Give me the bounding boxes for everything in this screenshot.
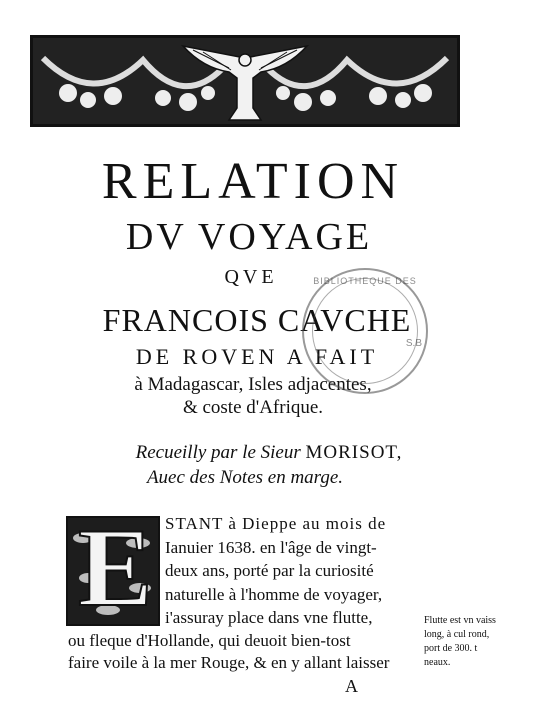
title-line-4: FRANCOIS CAVCHE — [102, 302, 412, 338]
body-line-7: faire voile à la mer Rouge, & en y allant laisser — [68, 653, 390, 672]
body-line-2: Ianuier 1638. en l'âge de vingt- — [165, 538, 377, 557]
byline-author: MORISOT, — [305, 442, 403, 463]
margin-note-line-1: Flutte est vn vaiss — [424, 615, 496, 626]
title-line-5: DE ROVEN A FAIT — [135, 344, 379, 369]
body-line-4: naturelle à l'homme de voyager, — [165, 585, 383, 604]
title-line-3: QVE — [224, 266, 278, 288]
stamp-side-text: S.B — [405, 338, 422, 349]
byline-2: Auec des Notes en marge. — [146, 467, 344, 488]
body-line-6: ou fleque d'Hollande, qui deuoit bien-tost — [68, 631, 351, 650]
margin-note-line-2: long, à cul rond, — [424, 629, 490, 640]
drop-cap-letter: E — [78, 516, 153, 626]
stamp-inner-ring — [312, 278, 418, 384]
margin-note-line-3: port de 300. t — [424, 643, 478, 654]
byline-italic: Recueilly par le Sieur — [135, 442, 301, 463]
signature-mark: A — [345, 676, 358, 696]
library-stamp — [302, 268, 428, 394]
body-line-3: deux ans, porté par la curiosité — [165, 561, 374, 580]
byline-1 — [24, 442, 514, 464]
stamp-text: BIBLIOTHEQUE DES — [313, 276, 417, 286]
eagle-garland-ornament — [33, 38, 457, 124]
ornamental-headpiece — [30, 35, 460, 127]
margin-note-line-4: neaux. — [424, 657, 451, 668]
title-line-7: & coste d'Afrique. — [182, 397, 324, 418]
title-line-1: RELATION — [101, 153, 405, 210]
title-line-6: à Madagascar, Isles adjacentes, — [134, 374, 372, 395]
body-line-1: STANT à Dieppe au mois de — [165, 514, 387, 533]
body-line-5: i'assuray place dans vne flutte, — [165, 608, 373, 627]
drop-cap — [66, 516, 160, 626]
title-line-2: DV VOYAGE — [125, 216, 373, 258]
